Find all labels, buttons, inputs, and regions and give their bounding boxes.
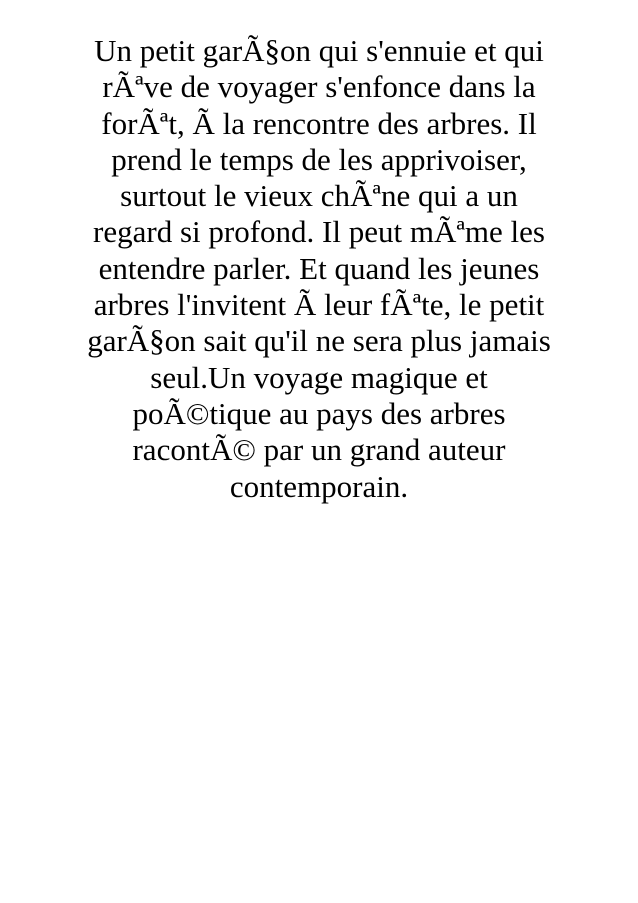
text-line: surtout le vieux chÃªne qui a un	[120, 178, 518, 214]
text-line: prend le temps de les apprivoiser,	[111, 141, 527, 177]
text-line: arbres l'invitent Ã leur fÃªte, le petit	[93, 287, 545, 323]
description-text	[20, 33, 618, 505]
text-line: contemporain.	[229, 468, 409, 504]
text-line: garÃ§on sait qu'il ne sera plus jamais	[87, 323, 551, 359]
text-line: Un petit garÃ§on qui s'ennuie et qui	[94, 33, 544, 68]
text-line: seul.Un voyage magique et	[150, 359, 488, 395]
text-line: rÃªve de voyager s'enfonce dans la	[102, 69, 536, 105]
text-line: forÃªt, Ã la rencontre des arbres. Il	[101, 105, 537, 141]
text-line: entendre parler. Et quand les jeunes	[98, 250, 540, 286]
text-line: regard si profond. Il peut mÃªme les	[93, 214, 545, 250]
text-line: racontÃ© par un grand auteur	[132, 432, 506, 468]
text-line: poÃ©tique au pays des arbres	[132, 395, 506, 431]
